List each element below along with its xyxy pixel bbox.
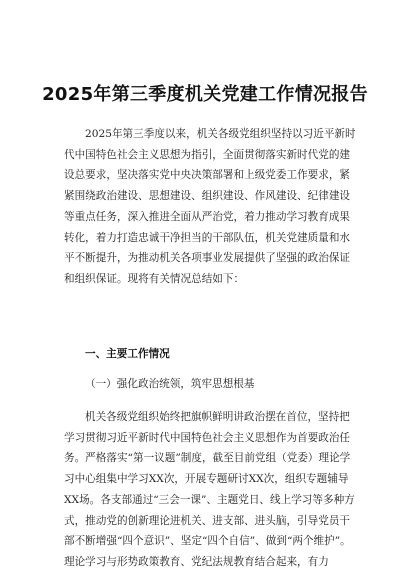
section-paragraph bbox=[64, 407, 360, 573]
subsection-heading: （一）强化政治统领，筑牢思想根基 bbox=[85, 378, 255, 390]
section-paragraph-text: 机关各级党组织始终把旗帜鲜明讲政治摆在首位，坚持把学习贯彻习近平新时代中国特色社会主义思想作为首要政治任务。严格落实“第一议题”制度，截至目前党组（党委）理论学习中心组集中学习XX次，开展专题研讨XX次，组织专题辅导XX场。各支部通过“三会一课”、主题党日、线上学习等多种方式，推动党的创新理论进机关、进支部、进头脑，引导党员干部不断增强“四个意识”、坚定“四个自信”、做到“两个维护”。理论学习与形势政策教育、党纪法规教育结合起来，有力 bbox=[64, 411, 355, 568]
document-title: 2025年第三季度机关党建工作情况报告 bbox=[42, 84, 368, 105]
intro-paragraph-text: 2025年第三季度以来，机关各级党组织坚持以习近平新时代中国特色社会主义思想为指引，全面贯彻落实新时代党的建设总要求，坚决落实党中央决策部署和上级党委工作要求，紧紧围绕政治建设、思想建设、组织建设、作风建设、纪律建设等重点任务，深入推进全面从严治党，着力推动学习教育成果转化，着力打造忠诚干净担当的干部队伍，机关党建质量和水平不断提升，为推动机关各项事业发展提供了坚强的政治保证和组织保证。现将有关情况总结如下： bbox=[64, 128, 356, 285]
section-heading: 一、主要工作情况 bbox=[85, 348, 170, 360]
intro-paragraph bbox=[64, 124, 360, 290]
